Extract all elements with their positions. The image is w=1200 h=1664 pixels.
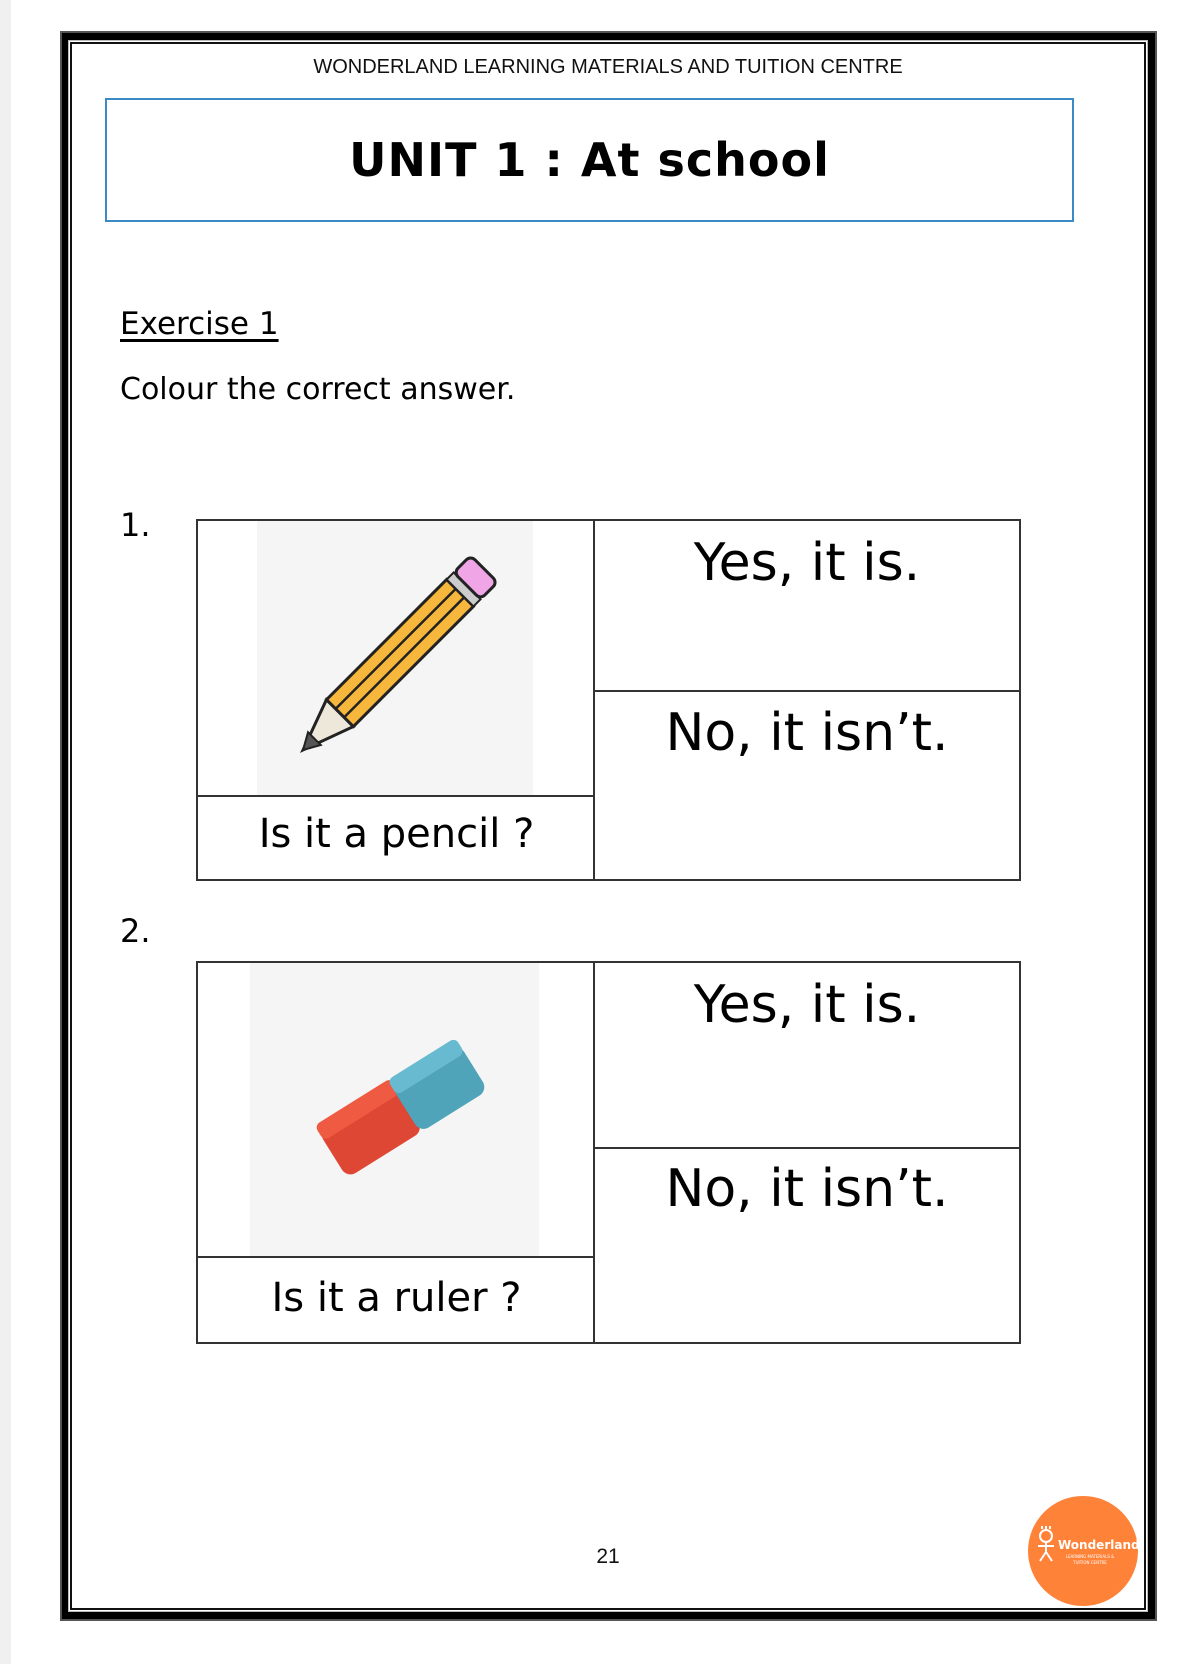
unit-title: UNIT 1 : At school — [349, 133, 830, 187]
question-text: Is it a pencil ? — [258, 811, 535, 857]
logo-tagline: LEARNING MATERIALS & TUITION CENTRE — [1065, 1554, 1115, 1565]
answer-no[interactable]: No, it isn’t. — [665, 703, 949, 763]
question-table — [196, 519, 1021, 881]
eraser-image — [250, 963, 539, 1256]
mascot-icon — [1036, 1526, 1056, 1562]
wonderland-logo — [1028, 1496, 1138, 1606]
row-divider — [198, 795, 595, 797]
row-divider — [198, 1256, 595, 1258]
exercise-instruction: Colour the correct answer. — [120, 372, 516, 407]
answer-yes[interactable]: Yes, it is. — [693, 975, 921, 1035]
question-text: Is it a ruler ? — [271, 1275, 522, 1321]
pencil-image — [257, 521, 533, 795]
answer-no[interactable]: No, it isn’t. — [665, 1159, 949, 1219]
page-margin — [0, 0, 11, 1664]
row-divider — [595, 1147, 1019, 1149]
logo-name: Wonderland — [1058, 1538, 1140, 1552]
page-number: 21 — [596, 1545, 620, 1568]
exercise-heading: Exercise 1 — [120, 306, 279, 342]
question-number: 2. — [120, 912, 151, 950]
organization-header: WONDERLAND LEARNING MATERIALS AND TUITION CENTRE — [313, 56, 903, 78]
eraser-icon — [250, 963, 539, 1256]
pencil-icon — [257, 521, 533, 795]
answer-yes[interactable]: Yes, it is. — [693, 533, 921, 593]
row-divider — [595, 690, 1019, 692]
unit-title-box — [105, 98, 1074, 222]
question-number: 1. — [120, 506, 151, 544]
question-table — [196, 961, 1021, 1344]
